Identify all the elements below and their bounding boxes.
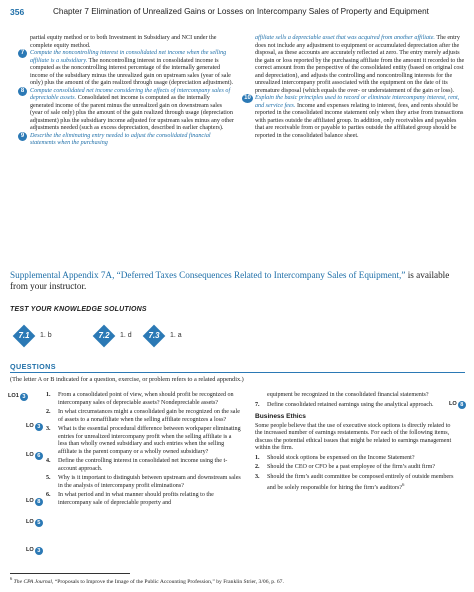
summary-number-badge: 8 [18,87,27,96]
running-header [0,7,474,21]
lo-tag: LO 3 [26,546,43,555]
lo-tag-circle: 8 [458,401,466,409]
question-item: 4. Define the controlling interest in consolidated net income using the t-account approach. [46,458,228,472]
supplemental-appendix-note [10,270,465,292]
footnote-journal: The CPA Journal [13,578,52,585]
summary-item-9 [20,132,235,148]
summary-item-text: Income and expenses relating to interest, fees, and rents should be reported in the consolidated income statement only when they arise from transactions with parties outside the affiliated group. In addition, only receivables and payables that are receivable from or payable to parties outside the affiliated group should be reported in the consolidated balance sheet. [255,102,464,139]
questions-left-column [46,392,241,509]
lo-tag-label: LO1 [8,393,19,399]
ethics-item: 1. Should stock options be expensed on the Income Statement? [255,454,415,461]
footnote-text: , “Proposals to Improve the Image of the Public Accounting Profession,” by Franklin Strier, 3/06, p. 67. [52,578,284,585]
question-item: 2. In what circumstances might a consolidated gain be recognized on the sale of assets to a nonaffiliate when the selling affiliate recognizes a loss? [46,409,240,423]
summary-item-7 [20,50,235,88]
question-item: 3. What is the essential procedural difference between workpaper eliminating entries for unrealized intercompany profit when the selling affiliate is a less than wholly owned subsidiary and such entries when the selling affiliate is the parent company or a wholly owned subsidiary? [46,426,241,455]
business-ethics-text: Some people believe that the use of executive stock options is directly related to the increased number of earnings restatements. For each of the following items, discuss the potential ethical issues that might be related to earnings management within the firm. [255,422,452,451]
questions-divider [10,372,465,373]
summary-intro: partial equity method or to both Investment in Subsidiary and NCI under the complete equity method. [30,35,217,49]
ethics-item: 2. Should the CEO or CFO be a past employee of the firm’s audit firm? [255,464,436,470]
tyk-solutions-row [12,326,312,346]
lo-tag: LO 8 [449,400,466,409]
summary-item-text: The noncontrolling interest in consolidated income is computed as the noncontrolling interest percentage of the internally generated income of the subsidiary minus the unrealized gain on upstream sales (year of sale only) plus the amount of the gain realized through usage (depreciation adjustment). [30,57,234,86]
question-text: equipment be recognized in the consolidated financial statements? [267,392,429,398]
ethics-text: Should the firm’s audit committee be composed entirely of outside members and be solely responsible for hiring the firm’s auditors? [267,473,454,492]
questions-right-column [255,392,455,495]
lo-tag-circle: 8 [35,498,43,506]
question-item: 5. Why is it important to distinguish between upstream and downstream sales in the analysis of intercompany profit eliminations? [46,475,241,489]
questions-title: QUESTIONS [10,362,56,371]
ethics-item: 3. Should the firm’s audit committee be composed entirely of outside members and be solely responsible for hiring the firm’s auditors?$^6$ [255,473,454,492]
footnote [10,576,284,585]
question-text: What is the essential procedural difference between workpaper eliminating entries for unrealized intercompany profit when the selling affiliate is a less than wholly owned subsidiary and such entries when the selling affiliate is the parent company or a wholly owned subsidiary? [58,426,241,455]
summary-item-8 [20,87,235,133]
summary-left-column [20,35,235,148]
summary-item-10 [244,95,465,140]
question-text: From a consolidated point of view, when should profit be recognized on intercompany sales of depreciable assets? Nondepreciable assets? [58,392,234,406]
questions-note: (The letter A or B indicated for a question, exercise, or problem refers to a related appendix.) [10,376,244,383]
tyk-answer: 1. d [120,332,132,339]
lo-tag: LO 8 [26,497,43,506]
question-item: 6. In what period and in what manner should profits relating to the intercompany sale of depreciable property and [46,492,214,506]
summary-item-text: Consolidated net income is computed as the internally generated income of the parent minus the unrealized gain on downstream sales (year of sale only) plus the amount of the gain realized through usage (depreciation adjustment) plus the subsidiary income adjusted for upstream sales minus any other adjustments needed (such as excess depreciation, described in earlier chapters). [30,95,234,131]
tyk-answer: 1. a [170,332,182,339]
tyk-label: 7.2 [98,331,110,340]
lo-tag-circle: 5 [35,519,43,527]
page-number: 356 [10,7,25,17]
question-item-continued [255,392,455,400]
summary-number-badge: 9 [18,132,27,141]
supplemental-appendix-rest: is available from your instructor. [10,270,450,291]
lo-tag: LO 5 [26,518,43,527]
summary-item-heading: Compute the noncontrolling interest in consolidated net income when the selling affiliate is a subsidiary. [30,50,227,64]
summary-item-heading: Describe the eliminating entry needed to adjust the consolidated financial statements when the purchasing [30,132,211,146]
lo-tag-circle: 3 [35,547,43,555]
footnote-divider [10,573,130,574]
question-text: Define consolidated retained earnings using the analytical approach. [267,401,434,408]
supplemental-appendix-title: Supplemental Appendix 7A, “Deferred Taxes Consequences Related to Intercompany Sales of Equipment,” [10,270,406,280]
tyk-title: TEST YOUR KNOWLEDGE SOLUTIONS [10,306,147,313]
question-item: 1. From a consolidated point of view, when should profit be recognized on intercompany sales of depreciable assets? Nondepreciable assets? [46,392,234,406]
lo-tag: LO 6 [26,451,43,460]
chapter-title: Chapter 7 Elimination of Unrealized Gains or Losses on Intercompany Sales of Property and Equipment [53,7,429,16]
lo-tag-circle: 6 [35,452,43,460]
summary-right-column [244,35,465,140]
footnote-ref: 6 [402,482,405,487]
question-item: 7. Define consolidated retained earnings using the analytical approach. [255,401,434,408]
summary-item-heading: affiliate sells a depreciable asset that was acquired from another affiliate. [255,35,435,41]
ethics-text: Should stock options be expensed on the Income Statement? [267,454,415,461]
footnote-marker: 6 [10,576,13,581]
summary-number-badge: 10 [242,94,253,103]
lo-tag-circle: 3 [20,393,28,401]
question-text: Define the controlling interest in consolidated net income using the t-account approach. [58,458,228,472]
summary-number-badge: 7 [18,49,27,58]
ethics-text: Should the CEO or CFO be a past employee of the firm’s audit firm? [267,464,436,470]
question-text: In what circumstances might a consolidated gain be recognized on the sale of assets to a nonaffiliate when the selling affiliate recognizes a loss? [58,409,240,423]
lo-tag: LO 3 [26,422,43,431]
business-ethics-title: Business Ethics [255,413,306,420]
tyk-label: 7.3 [148,331,160,340]
summary-item-heading: Compute consolidated net income considering the effects of intercompany sales of depreciable assets. [30,87,231,101]
question-text: In what period and in what manner should profits relating to the intercompany sale of depreciable property and [58,492,214,506]
summary-item-heading: Explain the basic principles used to record or eliminate intercompany interest, rent, and service fees. [255,95,460,109]
question-text: Why is it important to distinguish between upstream and downstream sales in the analysis of intercompany profit eliminations? [58,475,241,489]
lo-tag-circle: 3 [35,423,43,431]
summary-item-text: The entry does not include any adjustment to equipment or accumulated depreciation after the disposal, as these accounts are accurately reflected at zero. The entry merely adjusts the gain or loss reported by the purchasing affiliate from the amount it recorded to the correct amount from the perspective of the consolidated entity (based on original cost and depreciation), and adjusts the controlling and noncontrolling interests for the unrealized intercompany profit associated with the equipment on the date of its premature disposal (which equals the over- or understatement of the gain or loss). [255,35,465,94]
summary-item-9-continued [255,35,465,95]
tyk-answer: 1. b [40,332,52,339]
lo-tag [8,392,28,401]
tyk-label: 7.1 [18,331,30,340]
